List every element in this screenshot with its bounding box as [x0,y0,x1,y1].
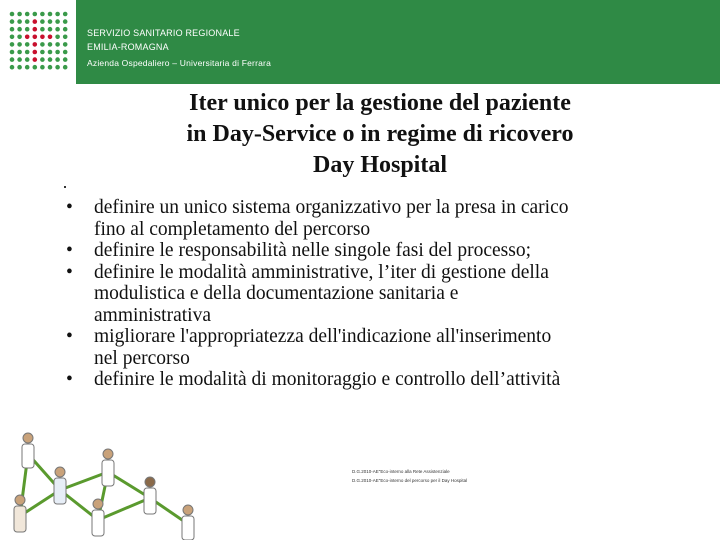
logo-dot [63,19,68,24]
header-band [76,0,720,84]
logo-dot [40,50,45,55]
logo-dot [55,12,60,17]
logo-dot [25,42,30,47]
logo-dot [63,57,68,62]
logo-dot [33,19,38,24]
logo-dot [10,50,15,55]
logo-dot [17,27,22,32]
logo-dot [33,42,38,47]
logo-dot [48,12,53,17]
logo-dot [48,27,53,32]
logo-dot [55,50,60,55]
logo-dot [17,50,22,55]
bullet-item [66,326,706,369]
header-line-azienda: Azienda Ospedaliero – Universitaria di Ferrara [87,58,272,68]
logo-dot [33,35,38,40]
stray-dot [64,186,66,188]
logo-dot [40,42,45,47]
logo-dot [17,57,22,62]
logo-dot [63,42,68,47]
people-network-icon [0,428,210,540]
logo-dot [48,50,53,55]
logo-dot [17,19,22,24]
logo-dot [33,57,38,62]
logo-dot [48,57,53,62]
bullet-3-line-1: • definire le modalità amministrative, l’iter di gestione della [94,261,549,283]
bullet-1-line-2: fino al completamento del percorso [94,218,371,240]
logo-dot [55,57,60,62]
footnote-line-1: D.G.2010-AE"Eco-interno alla Rete Assistenziale [352,469,450,474]
logo-dot [17,12,22,17]
logo-dot [10,57,15,62]
logo-dot [63,27,68,32]
logo-dot [63,50,68,55]
header-line-emilia: EMILIA-ROMAGNA [87,42,169,52]
bullet-item [66,262,706,327]
logo-dot [17,65,22,70]
logo-dot [63,35,68,40]
logo-dot [10,12,15,17]
slide-title [110,88,650,181]
logo-dot [10,65,15,70]
logo-dot [33,65,38,70]
bullet-4-line-2: nel percorso [94,347,190,369]
title-line-3: Day Hospital [312,152,447,178]
logo-dot [40,35,45,40]
logo-icon [8,10,70,72]
logo-dot [40,57,45,62]
logo-dot [40,65,45,70]
logo-dot [48,42,53,47]
logo-dot [25,65,30,70]
logo-dot [25,35,30,40]
logo-dot [17,35,22,40]
logo-dot [25,27,30,32]
title-line-1: Iter unico per la gestione del paziente [189,90,571,116]
header-line-region: SERVIZIO SANITARIO REGIONALE [87,28,240,38]
logo-dot [10,19,15,24]
logo-dot [25,12,30,17]
logo-dot [40,19,45,24]
logo-dot [40,27,45,32]
logo-dot [25,50,30,55]
logo-dot [55,35,60,40]
footnote-line-2: D.G.2010-AE"Eco-interno del percorso per il Day Hospital [352,478,468,483]
title-line-2: in Day-Service o in regime di ricovero [186,121,574,147]
bullet-item [66,240,706,262]
bullet-item [66,197,706,240]
logo-dot [63,65,68,70]
logo-dot [40,12,45,17]
bullet-5-line-1: • definire le modalità di monitoraggio e controllo dell’attività [94,369,561,390]
bullet-item [66,369,706,391]
logo-dot [55,19,60,24]
logo-dot [48,35,53,40]
bullet-list [66,197,706,391]
logo-dot [63,12,68,17]
logo-dot [25,57,30,62]
logo-dot [33,27,38,32]
logo-dot [10,27,15,32]
logo-dot [55,42,60,47]
logo-dot [55,65,60,70]
logo-dot [10,35,15,40]
bullet-1-line-1: • definire un unico sistema organizzativo per la presa in carico [94,197,569,218]
bullet-3-line-3: amministrativa [94,304,211,326]
logo-dot [33,12,38,17]
logo-dot [25,19,30,24]
bullet-4-line-1: • migliorare l'appropriatezza dell'indicazione all'inserimento [94,326,552,347]
slide-header [0,0,720,84]
bullet-3-line-2: modulistica e della documentazione sanitaria e [94,283,459,304]
logo-dot [33,50,38,55]
logo-dot [48,65,53,70]
logo-dot [17,42,22,47]
bullet-2-line-1: • definire le responsabilità nelle singole fasi del processo; [94,240,531,261]
logo-dot [48,19,53,24]
logo-dot [55,27,60,32]
logo-dot [10,42,15,47]
